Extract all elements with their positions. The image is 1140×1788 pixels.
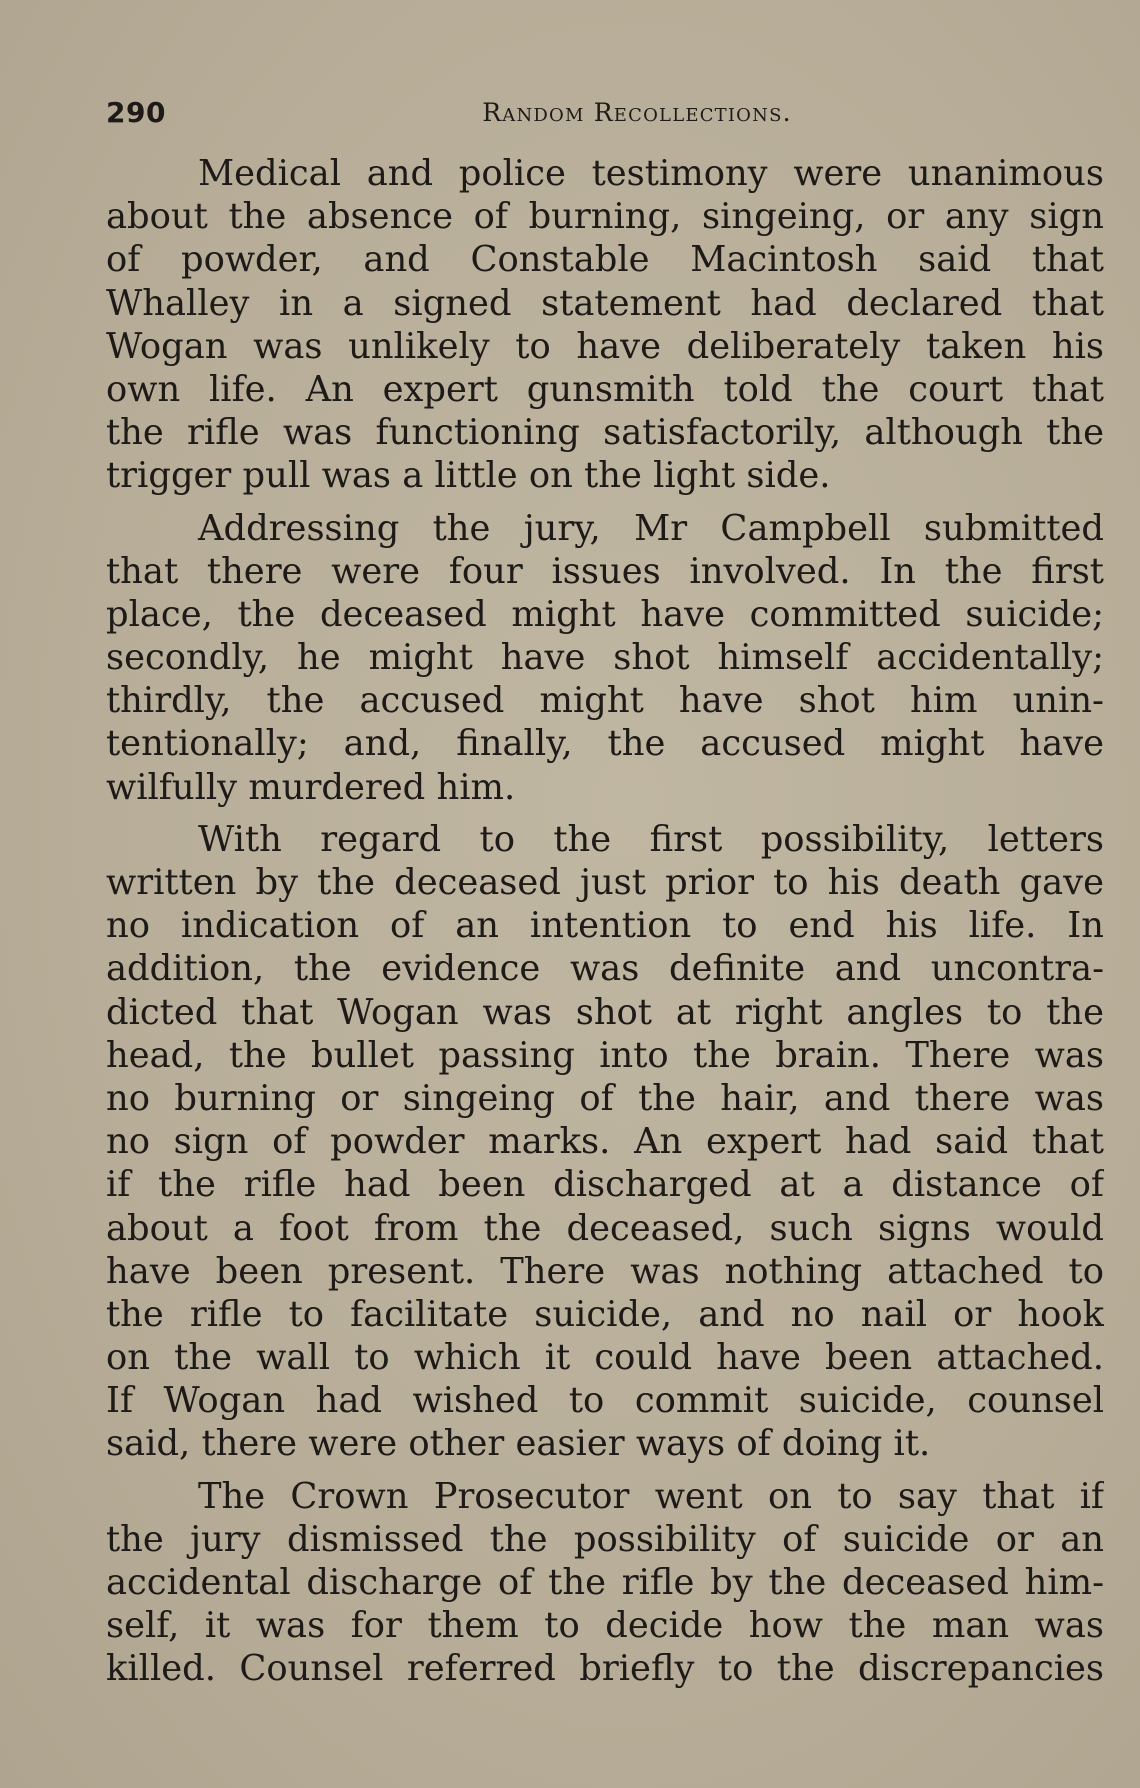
paragraph [106,818,1104,1466]
text-line: the jury dismissed the possibility of suicide or an [106,1518,1104,1560]
text-line: dicted that Wogan was shot at right angles to the [106,991,1104,1033]
text-line: The Crown Prosecutor went on to say that if [198,1475,1104,1517]
text-line: accidental discharge of the rifle by the deceased him- [106,1562,1104,1603]
paragraph [106,1475,1104,1691]
text-line: wilfully murdered him. [106,766,516,808]
text-line: self, it was for them to decide how the man was [106,1605,1104,1647]
text-line: said, there were other easier ways of doing it. [106,1423,931,1465]
text-line: no indication of an intention to end his life. In [106,905,1104,947]
text-line: Wogan was unlikely to have deliberately taken his [106,325,1104,367]
text-line: own life. An expert gunsmith told the court that [106,368,1104,410]
text-line: about a foot from the deceased, such signs would [106,1207,1104,1249]
text-line: If Wogan had wished to commit suicide, counsel [106,1380,1104,1422]
page-number: 290 [106,96,166,129]
text-line: written by the deceased just prior to his death gave [106,862,1104,903]
text-line: on the wall to which it could have been attached. [106,1337,1104,1379]
paragraph-gap [106,498,1104,507]
paragraph [106,152,1104,498]
text-line: tentionally; and, finally, the accused might have [106,723,1104,765]
text-line: head, the bullet passing into the brain. There was [106,1034,1104,1076]
paragraph [106,507,1104,809]
text-line: about the absence of burning, singeing, or any sign [106,196,1104,238]
text-line: if the rifle had been discharged at a distance of [106,1164,1104,1206]
text-line: addition, the evidence was definite and uncontra- [106,948,1104,990]
text-line: have been present. There was nothing attached to [106,1250,1104,1292]
text-line: of powder, and Constable Macintosh said that [106,239,1104,281]
text-line: the rifle was functioning satisfactorily, although the [106,412,1104,454]
body-text [106,152,1104,1691]
text-line: the rifle to facilitate suicide, and no nail or hook [106,1293,1104,1335]
text-line: Addressing the jury, Mr Campbell submitted [198,507,1104,549]
text-line: place, the deceased might have committed suicide; [106,593,1104,635]
text-line: thirdly, the accused might have shot him unin- [106,680,1104,722]
page-header [106,96,1104,136]
text-line: With regard to the first possibility, letters [198,818,1104,860]
text-line: no sign of powder marks. An expert had said that [106,1121,1104,1163]
text-line: that there were four issues involved. In the first [106,550,1104,592]
running-head: Random Recollections. [482,98,792,127]
paragraph-gap [106,1466,1104,1475]
text-line: Whalley in a signed statement had declared that [106,282,1104,324]
text-line: secondly, he might have shot himself accidentally; [106,637,1104,679]
text-line: trigger pull was a little on the light side. [106,455,831,497]
text-line: killed. Counsel referred briefly to the discrepancies [106,1648,1104,1690]
paragraph-gap [106,809,1104,818]
text-line: no burning or singeing of the hair, and there was [106,1077,1104,1119]
text-line: Medical and police testimony were unanimous [198,153,1104,194]
